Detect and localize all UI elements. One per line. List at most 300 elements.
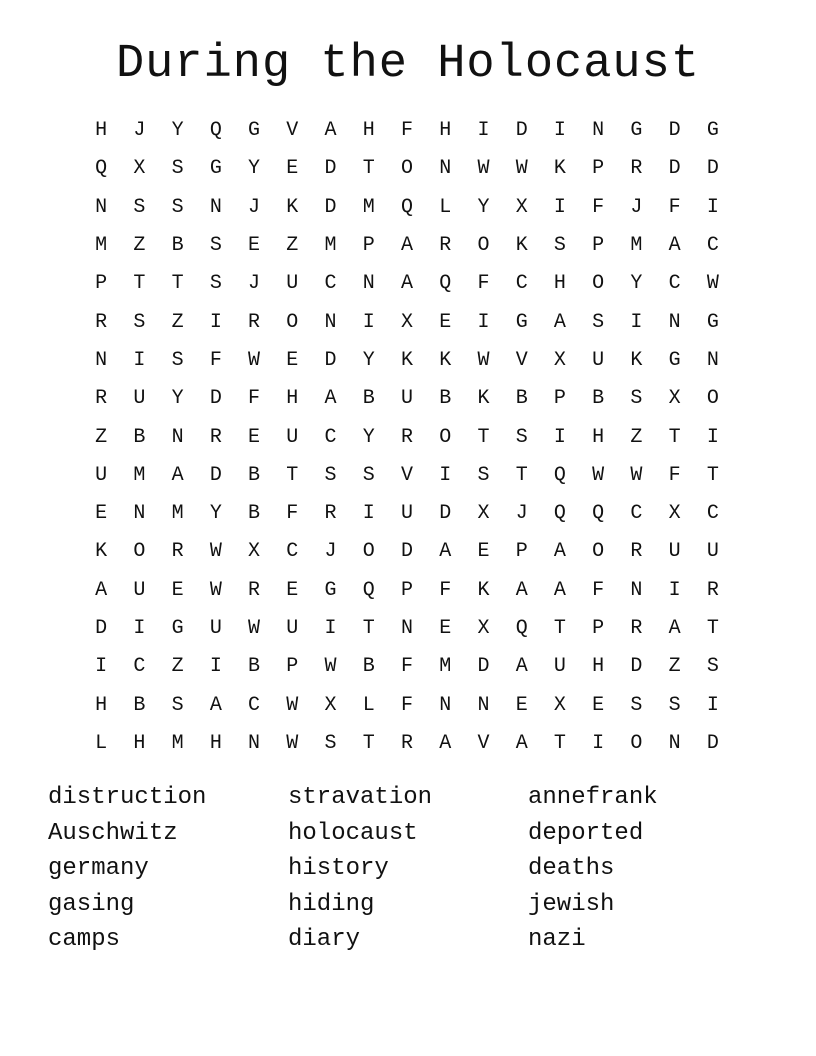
grid-cell[interactable]: A: [324, 387, 337, 411]
grid-cell[interactable]: R: [400, 731, 413, 755]
grid-cell[interactable]: Y: [209, 502, 222, 526]
grid-cell[interactable]: K: [515, 234, 528, 258]
grid-cell[interactable]: F: [400, 693, 413, 717]
grid-cell[interactable]: G: [706, 310, 719, 334]
grid-cell[interactable]: E: [248, 234, 261, 258]
grid-cell[interactable]: T: [553, 617, 566, 640]
grid-cell[interactable]: I: [553, 119, 566, 143]
grid-cell[interactable]: S: [209, 234, 222, 258]
grid-cell[interactable]: J: [133, 119, 146, 143]
grid-cell[interactable]: S: [171, 157, 184, 181]
grid-cell[interactable]: W: [706, 272, 719, 296]
grid-cell[interactable]: G: [171, 617, 184, 640]
word-item: jewish: [528, 890, 615, 918]
grid-cell[interactable]: N: [133, 502, 146, 526]
grid-cell[interactable]: A: [400, 234, 413, 258]
grid-cell[interactable]: A: [515, 731, 528, 755]
grid-cell[interactable]: L: [95, 731, 108, 755]
grid-cell[interactable]: X: [400, 310, 413, 334]
grid-cell[interactable]: A: [209, 693, 222, 717]
grid-cell[interactable]: D: [439, 502, 452, 526]
grid-cell[interactable]: Q: [95, 157, 108, 181]
grid-cell[interactable]: C: [706, 502, 719, 526]
grid-cell[interactable]: X: [515, 195, 528, 219]
grid-cell[interactable]: C: [286, 540, 299, 564]
grid-cell[interactable]: C: [133, 655, 146, 679]
grid-cell[interactable]: Y: [630, 272, 643, 296]
grid-cell[interactable]: I: [477, 119, 490, 143]
grid-cell[interactable]: R: [439, 234, 452, 258]
grid-cell[interactable]: M: [95, 234, 108, 258]
grid-cell[interactable]: W: [324, 655, 337, 679]
grid-cell[interactable]: U: [706, 540, 719, 564]
grid-cell[interactable]: R: [706, 578, 719, 602]
grid-cell[interactable]: N: [95, 348, 108, 372]
grid-cell[interactable]: F: [400, 119, 413, 143]
grid-cell[interactable]: O: [362, 540, 375, 564]
grid-cell[interactable]: D: [209, 387, 222, 411]
grid-cell[interactable]: B: [133, 425, 146, 449]
grid-cell[interactable]: S: [477, 463, 490, 487]
grid-cell[interactable]: P: [286, 655, 299, 679]
grid-cell[interactable]: T: [477, 425, 490, 449]
grid-cell[interactable]: S: [553, 234, 566, 258]
grid-cell[interactable]: Z: [286, 234, 299, 258]
grid-cell[interactable]: S: [171, 348, 184, 372]
grid-cell[interactable]: R: [630, 540, 643, 564]
grid-cell[interactable]: L: [439, 195, 452, 219]
grid-cell[interactable]: K: [95, 540, 108, 564]
grid-cell[interactable]: K: [630, 348, 643, 372]
grid-cell[interactable]: P: [362, 234, 375, 258]
grid-cell[interactable]: D: [400, 540, 413, 564]
grid-cell[interactable]: G: [668, 348, 681, 372]
grid-cell[interactable]: B: [362, 387, 375, 411]
grid-cell[interactable]: S: [209, 272, 222, 296]
word-item: deaths: [528, 855, 615, 883]
grid-cell[interactable]: D: [324, 195, 337, 219]
grid-cell[interactable]: J: [248, 272, 261, 296]
grid-cell[interactable]: Q: [592, 502, 605, 526]
grid-cell[interactable]: W: [209, 540, 222, 564]
grid-cell[interactable]: N: [668, 731, 681, 755]
grid-cell[interactable]: N: [668, 310, 681, 334]
grid-cell[interactable]: Y: [362, 348, 375, 372]
grid-cell[interactable]: Y: [171, 119, 184, 143]
grid-cell[interactable]: G: [706, 119, 719, 143]
grid-cell[interactable]: Y: [362, 425, 375, 449]
grid-cell[interactable]: Z: [630, 425, 643, 449]
grid-cell[interactable]: T: [362, 731, 375, 755]
grid-cell[interactable]: Z: [95, 425, 108, 449]
grid-cell[interactable]: B: [248, 502, 261, 526]
grid-cell[interactable]: H: [592, 655, 605, 679]
grid-cell[interactable]: W: [630, 463, 643, 487]
grid-cell[interactable]: F: [439, 578, 452, 602]
grid-cell[interactable]: P: [515, 540, 528, 564]
grid-cell[interactable]: R: [171, 540, 184, 564]
grid-cell[interactable]: E: [515, 693, 528, 717]
grid-cell[interactable]: J: [630, 195, 643, 219]
grid-cell[interactable]: Q: [209, 119, 222, 143]
grid-cell[interactable]: A: [324, 119, 337, 143]
grid-cell[interactable]: T: [286, 463, 299, 487]
grid-cell[interactable]: U: [553, 655, 566, 679]
grid-cell[interactable]: N: [248, 731, 261, 755]
grid-cell[interactable]: C: [630, 502, 643, 526]
grid-cell[interactable]: T: [362, 617, 375, 640]
grid-cell[interactable]: U: [133, 387, 146, 411]
grid-cell[interactable]: I: [362, 502, 375, 526]
grid-cell[interactable]: D: [668, 157, 681, 181]
grid-cell[interactable]: N: [592, 119, 605, 143]
grid-cell[interactable]: H: [592, 425, 605, 449]
grid-cell[interactable]: A: [553, 540, 566, 564]
grid-cell[interactable]: E: [592, 693, 605, 717]
grid-cell[interactable]: S: [324, 463, 337, 487]
grid-cell[interactable]: F: [668, 463, 681, 487]
grid-cell[interactable]: S: [133, 310, 146, 334]
grid-cell[interactable]: O: [477, 234, 490, 258]
grid-cell[interactable]: K: [553, 157, 566, 181]
grid-cell[interactable]: Y: [171, 387, 184, 411]
grid-cell[interactable]: R: [209, 425, 222, 449]
grid-cell[interactable]: O: [133, 540, 146, 564]
grid-cell[interactable]: A: [400, 272, 413, 296]
grid-cell[interactable]: S: [171, 195, 184, 219]
grid-cell[interactable]: W: [477, 157, 490, 181]
grid-cell[interactable]: X: [133, 157, 146, 181]
grid-cell[interactable]: F: [400, 655, 413, 679]
grid-cell[interactable]: H: [95, 119, 108, 143]
grid-cell[interactable]: N: [209, 195, 222, 219]
grid-cell[interactable]: P: [400, 578, 413, 602]
grid-cell[interactable]: A: [439, 731, 452, 755]
grid-cell[interactable]: O: [286, 310, 299, 334]
grid-cell[interactable]: X: [477, 502, 490, 526]
grid-cell[interactable]: U: [400, 502, 413, 526]
grid-cell[interactable]: E: [248, 425, 261, 449]
grid-cell[interactable]: S: [630, 693, 643, 717]
grid-cell[interactable]: O: [630, 731, 643, 755]
grid-cell[interactable]: E: [286, 578, 299, 602]
grid-cell[interactable]: X: [324, 693, 337, 717]
grid-cell[interactable]: E: [439, 617, 452, 640]
grid-cell[interactable]: E: [439, 310, 452, 334]
grid-cell[interactable]: F: [668, 195, 681, 219]
grid-cell[interactable]: S: [630, 387, 643, 411]
grid-cell[interactable]: N: [706, 348, 719, 372]
grid-cell[interactable]: T: [133, 272, 146, 296]
grid-cell[interactable]: T: [668, 425, 681, 449]
grid-cell[interactable]: Q: [362, 578, 375, 602]
grid-cell[interactable]: H: [362, 119, 375, 143]
grid-cell[interactable]: A: [553, 310, 566, 334]
grid-cell[interactable]: C: [248, 693, 261, 717]
grid-cell[interactable]: Y: [248, 157, 261, 181]
grid-cell[interactable]: E: [286, 348, 299, 372]
grid-cell[interactable]: U: [400, 387, 413, 411]
grid-cell[interactable]: W: [477, 348, 490, 372]
grid-cell[interactable]: U: [592, 348, 605, 372]
grid-cell[interactable]: I: [133, 348, 146, 372]
grid-cell[interactable]: I: [668, 578, 681, 602]
grid-cell[interactable]: T: [515, 463, 528, 487]
grid-cell[interactable]: V: [477, 731, 490, 755]
grid-cell[interactable]: H: [439, 119, 452, 143]
grid-cell[interactable]: S: [592, 310, 605, 334]
letter-grid[interactable]: [82, 112, 732, 763]
grid-cell[interactable]: P: [592, 157, 605, 181]
grid-cell[interactable]: T: [706, 463, 719, 487]
grid-cell[interactable]: U: [286, 425, 299, 449]
grid-cell[interactable]: N: [95, 195, 108, 219]
grid-cell[interactable]: M: [439, 655, 452, 679]
grid-cell[interactable]: H: [553, 272, 566, 296]
grid-cell[interactable]: B: [248, 463, 261, 487]
grid-cell[interactable]: H: [209, 731, 222, 755]
grid-cell[interactable]: E: [477, 540, 490, 564]
grid-cell[interactable]: S: [133, 195, 146, 219]
grid-cell[interactable]: N: [477, 693, 490, 717]
grid-cell[interactable]: D: [706, 731, 719, 755]
grid-cell[interactable]: I: [630, 310, 643, 334]
grid-cell[interactable]: P: [95, 272, 108, 296]
grid-cell[interactable]: R: [400, 425, 413, 449]
word-item: germany: [48, 855, 149, 883]
grid-cell[interactable]: I: [133, 617, 146, 640]
grid-cell[interactable]: N: [439, 693, 452, 717]
grid-cell[interactable]: D: [477, 655, 490, 679]
grid-cell[interactable]: Q: [439, 272, 452, 296]
grid-cell[interactable]: D: [209, 463, 222, 487]
grid-cell[interactable]: C: [324, 272, 337, 296]
grid-cell[interactable]: T: [362, 157, 375, 181]
grid-cell[interactable]: M: [171, 731, 184, 755]
grid-cell[interactable]: B: [171, 234, 184, 258]
grid-row: [82, 189, 732, 227]
grid-cell[interactable]: S: [515, 425, 528, 449]
grid-cell[interactable]: C: [668, 272, 681, 296]
grid-cell[interactable]: A: [439, 540, 452, 564]
grid-cell[interactable]: X: [668, 502, 681, 526]
grid-cell[interactable]: P: [553, 387, 566, 411]
grid-cell[interactable]: X: [553, 693, 566, 717]
grid-cell[interactable]: F: [592, 578, 605, 602]
grid-cell[interactable]: O: [706, 387, 719, 411]
grid-cell[interactable]: A: [95, 578, 108, 602]
grid-cell[interactable]: W: [248, 617, 261, 640]
grid-cell[interactable]: U: [133, 578, 146, 602]
grid-cell[interactable]: G: [515, 310, 528, 334]
grid-cell[interactable]: I: [592, 731, 605, 755]
grid-cell[interactable]: N: [171, 425, 184, 449]
grid-cell[interactable]: P: [592, 234, 605, 258]
grid-cell[interactable]: A: [515, 655, 528, 679]
grid-cell[interactable]: Y: [477, 195, 490, 219]
grid-cell[interactable]: Q: [553, 463, 566, 487]
word-item: distruction: [48, 784, 207, 811]
grid-cell[interactable]: M: [171, 502, 184, 526]
grid-cell[interactable]: A: [553, 578, 566, 602]
grid-cell[interactable]: I: [362, 310, 375, 334]
grid-cell[interactable]: K: [477, 387, 490, 411]
grid-cell[interactable]: N: [324, 310, 337, 334]
grid-cell[interactable]: B: [592, 387, 605, 411]
grid-cell[interactable]: J: [248, 195, 261, 219]
grid-cell[interactable]: G: [324, 578, 337, 602]
grid-cell[interactable]: N: [630, 578, 643, 602]
grid-row: [82, 610, 732, 648]
grid-cell[interactable]: R: [95, 310, 108, 334]
grid-cell[interactable]: Q: [515, 617, 528, 640]
grid-cell[interactable]: C: [324, 425, 337, 449]
grid-cell[interactable]: R: [324, 502, 337, 526]
grid-cell[interactable]: B: [515, 387, 528, 411]
grid-cell[interactable]: I: [553, 195, 566, 219]
grid-cell[interactable]: F: [286, 502, 299, 526]
grid-cell[interactable]: G: [209, 157, 222, 181]
grid-cell[interactable]: T: [706, 617, 719, 640]
grid-cell[interactable]: I: [706, 195, 719, 219]
grid-cell[interactable]: F: [248, 387, 261, 411]
grid-cell[interactable]: O: [592, 272, 605, 296]
grid-cell[interactable]: S: [706, 655, 719, 679]
grid-cell[interactable]: H: [95, 693, 108, 717]
grid-cell[interactable]: Q: [400, 195, 413, 219]
word-item: hiding: [288, 890, 375, 918]
grid-cell[interactable]: S: [171, 693, 184, 717]
grid-cell[interactable]: O: [439, 425, 452, 449]
grid-cell[interactable]: W: [286, 731, 299, 755]
grid-cell[interactable]: K: [477, 578, 490, 602]
grid-cell[interactable]: F: [592, 195, 605, 219]
grid-cell[interactable]: V: [400, 463, 413, 487]
grid-cell[interactable]: D: [668, 119, 681, 143]
grid-cell[interactable]: X: [477, 617, 490, 640]
grid-cell[interactable]: T: [553, 731, 566, 755]
grid-row: [82, 112, 732, 150]
grid-cell[interactable]: X: [248, 540, 261, 564]
grid-cell[interactable]: W: [286, 693, 299, 717]
grid-cell[interactable]: X: [668, 387, 681, 411]
grid-cell[interactable]: A: [668, 234, 681, 258]
grid-cell[interactable]: I: [706, 425, 719, 449]
grid-cell[interactable]: X: [553, 348, 566, 372]
grid-cell[interactable]: M: [362, 195, 375, 219]
grid-cell[interactable]: M: [324, 234, 337, 258]
grid-cell[interactable]: U: [286, 272, 299, 296]
grid-cell[interactable]: B: [133, 693, 146, 717]
grid-cell[interactable]: H: [133, 731, 146, 755]
grid-cell[interactable]: M: [133, 463, 146, 487]
grid-cell[interactable]: L: [362, 693, 375, 717]
grid-cell[interactable]: U: [668, 540, 681, 564]
grid-cell[interactable]: Q: [553, 502, 566, 526]
grid-cell[interactable]: D: [324, 157, 337, 181]
grid-cell[interactable]: U: [209, 617, 222, 640]
grid-cell[interactable]: I: [439, 463, 452, 487]
grid-cell[interactable]: A: [668, 617, 681, 640]
grid-cell[interactable]: D: [324, 348, 337, 372]
grid-cell[interactable]: H: [286, 387, 299, 411]
grid-cell[interactable]: G: [630, 119, 643, 143]
grid-cell[interactable]: V: [515, 348, 528, 372]
grid-cell[interactable]: E: [286, 157, 299, 181]
grid-cell[interactable]: I: [477, 310, 490, 334]
grid-cell[interactable]: E: [95, 502, 108, 526]
grid-cell[interactable]: N: [400, 617, 413, 640]
grid-cell[interactable]: I: [553, 425, 566, 449]
grid-cell[interactable]: R: [248, 310, 261, 334]
grid-cell[interactable]: A: [171, 463, 184, 487]
grid-cell[interactable]: S: [362, 463, 375, 487]
grid-cell[interactable]: N: [362, 272, 375, 296]
grid-cell[interactable]: B: [362, 655, 375, 679]
grid-cell[interactable]: E: [171, 578, 184, 602]
grid-cell[interactable]: D: [706, 157, 719, 181]
grid-cell[interactable]: K: [400, 348, 413, 372]
grid-cell[interactable]: N: [439, 157, 452, 181]
grid-cell[interactable]: B: [248, 655, 261, 679]
grid-cell[interactable]: I: [209, 310, 222, 334]
grid-cell[interactable]: D: [95, 617, 108, 640]
grid-cell[interactable]: I: [706, 693, 719, 717]
grid-cell[interactable]: W: [515, 157, 528, 181]
grid-cell[interactable]: I: [209, 655, 222, 679]
grid-cell[interactable]: F: [477, 272, 490, 296]
grid-cell[interactable]: C: [706, 234, 719, 258]
grid-cell[interactable]: R: [630, 157, 643, 181]
grid-cell[interactable]: Z: [668, 655, 681, 679]
word-item: stravation: [288, 784, 433, 811]
grid-cell[interactable]: B: [439, 387, 452, 411]
grid-cell[interactable]: F: [209, 348, 222, 372]
grid-cell[interactable]: R: [248, 578, 261, 602]
grid-cell[interactable]: I: [95, 655, 108, 679]
grid-cell[interactable]: S: [324, 731, 337, 755]
grid-cell[interactable]: D: [630, 655, 643, 679]
grid-cell[interactable]: M: [630, 234, 643, 258]
grid-cell[interactable]: O: [592, 540, 605, 564]
grid-cell[interactable]: Z: [171, 655, 184, 679]
grid-cell[interactable]: U: [286, 617, 299, 640]
grid-cell[interactable]: Z: [171, 310, 184, 334]
grid-cell[interactable]: J: [324, 540, 337, 564]
grid-cell[interactable]: J: [515, 502, 528, 526]
grid-cell[interactable]: G: [248, 119, 261, 143]
grid-cell[interactable]: C: [515, 272, 528, 296]
grid-row: [82, 648, 732, 686]
grid-cell[interactable]: I: [324, 617, 337, 640]
grid-cell[interactable]: W: [592, 463, 605, 487]
grid-cell[interactable]: U: [95, 463, 108, 487]
grid-cell[interactable]: T: [171, 272, 184, 296]
grid-cell[interactable]: W: [209, 578, 222, 602]
grid-cell[interactable]: O: [400, 157, 413, 181]
grid-cell[interactable]: R: [95, 387, 108, 411]
grid-cell[interactable]: D: [515, 119, 528, 143]
grid-cell[interactable]: R: [630, 617, 643, 640]
grid-cell[interactable]: K: [439, 348, 452, 372]
grid-cell[interactable]: K: [286, 195, 299, 219]
grid-cell[interactable]: W: [248, 348, 261, 372]
grid-cell[interactable]: P: [592, 617, 605, 640]
grid-cell[interactable]: A: [515, 578, 528, 602]
grid-cell[interactable]: Z: [133, 234, 146, 258]
grid-cell[interactable]: S: [668, 693, 681, 717]
grid-cell[interactable]: V: [286, 119, 299, 143]
